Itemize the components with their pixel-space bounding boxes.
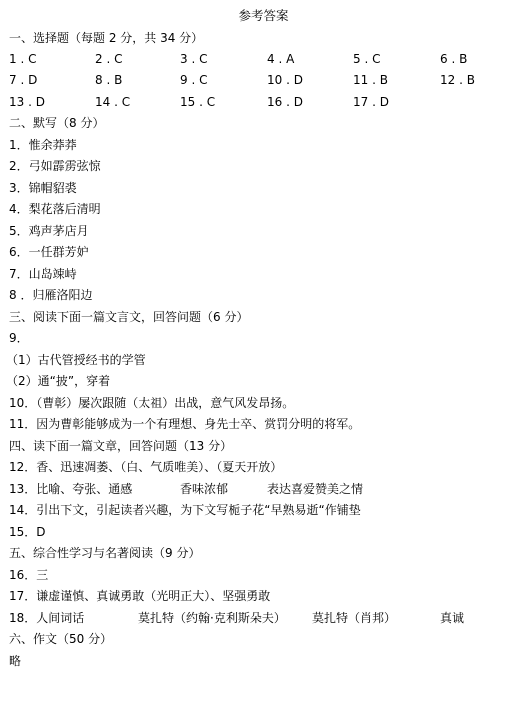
mc-answer: 9 . C xyxy=(180,73,208,87)
classical-answer: （2）通“披”，穿着 xyxy=(6,374,111,388)
classical-answer: 10．（曹彰）屡次跟随（太祖）出战，意气风发昂扬。 xyxy=(9,396,295,410)
mc-answer: 13 . D xyxy=(9,95,45,109)
dictation-answer: 5．鸡声茅店月 xyxy=(9,224,89,238)
comprehensive-answer: 莫扎特（约翰·克利斯朵夫） xyxy=(138,611,286,625)
section-heading-choice: 一、选择题（每题 2 分，共 34 分） xyxy=(9,31,204,45)
mc-answer: 5 . C xyxy=(353,52,381,66)
mc-answer: 8 . B xyxy=(95,73,123,87)
page-title: 参考答案 xyxy=(238,8,289,23)
mc-answer: 12 . B xyxy=(440,73,475,87)
section-heading-classical: 三、阅读下面一篇文言文，回答问题（6 分） xyxy=(9,310,249,324)
section-heading-reading: 四、读下面一篇文章，回答问题（13 分） xyxy=(9,439,233,453)
comprehensive-answer: 16．三 xyxy=(9,568,49,582)
comprehensive-answer: 17．谦虚谨慎、真诚勇敢（光明正大）、坚强勇敢 xyxy=(9,589,271,603)
dictation-answer: 1．惟余莽莽 xyxy=(9,138,77,152)
mc-answer: 17 . D xyxy=(353,95,389,109)
mc-answer: 1 . C xyxy=(9,52,37,66)
comprehensive-answer-row-18 xyxy=(0,609,527,627)
reading-answer: 13．比喻、夸张、通感 xyxy=(9,482,133,496)
comprehensive-answer: 真诚 xyxy=(440,611,465,625)
reading-answer: 12．香、迅速凋萎、（白、气质唯美）、（夏天开放） xyxy=(9,460,283,474)
section-heading-dictation: 二、默写（8 分） xyxy=(9,116,105,130)
mc-row-2 xyxy=(0,71,527,89)
mc-answer: 10 . D xyxy=(267,73,303,87)
dictation-answer: 2．弓如霹雳弦惊 xyxy=(9,159,101,173)
dictation-answer: 4．梨花落后清明 xyxy=(9,202,101,216)
classical-answer: 9． xyxy=(9,331,29,345)
reading-answer: 15．D xyxy=(9,525,46,539)
reading-answer: 表达喜爱赞美之情 xyxy=(267,482,364,496)
mc-answer: 15 . C xyxy=(180,95,216,109)
mc-row-1 xyxy=(0,50,527,68)
mc-row-3 xyxy=(0,93,527,111)
reading-answer: 香味浓郁 xyxy=(180,482,229,496)
essay-answer: 略 xyxy=(9,654,22,668)
section-heading-essay: 六、作文（50 分） xyxy=(9,632,113,646)
mc-answer: 16 . D xyxy=(267,95,303,109)
dictation-answer: 8 ．归雁洛阳边 xyxy=(9,288,93,302)
mc-answer: 2 . C xyxy=(95,52,123,66)
comprehensive-answer: 莫扎特（肖邦） xyxy=(312,611,397,625)
mc-answer: 14 . C xyxy=(95,95,131,109)
reading-answer-row-13 xyxy=(0,480,527,498)
dictation-answer: 6．一任群芳妒 xyxy=(9,245,89,259)
dictation-answer: 3．锦帽貂裘 xyxy=(9,181,77,195)
dictation-answer: 7．山岛竦峙 xyxy=(9,267,77,281)
classical-answer: （1）古代管授经书的学管 xyxy=(6,353,146,367)
mc-answer: 6 . B xyxy=(440,52,468,66)
mc-answer: 11 . B xyxy=(353,73,388,87)
mc-answer: 4 . A xyxy=(267,52,295,66)
mc-answer: 3 . C xyxy=(180,52,208,66)
mc-answer: 7 . D xyxy=(9,73,38,87)
comprehensive-answer: 18．人间词话 xyxy=(9,611,85,625)
classical-answer: 11．因为曹彰能够成为一个有理想、身先士卒、赏罚分明的将军。 xyxy=(9,417,361,431)
reading-answer: 14．引出下文，引起读者兴趣，为下文写栀子花“早熟易逝“作铺垫 xyxy=(9,503,361,517)
section-heading-comprehensive: 五、综合性学习与名著阅读（9 分） xyxy=(9,546,201,560)
